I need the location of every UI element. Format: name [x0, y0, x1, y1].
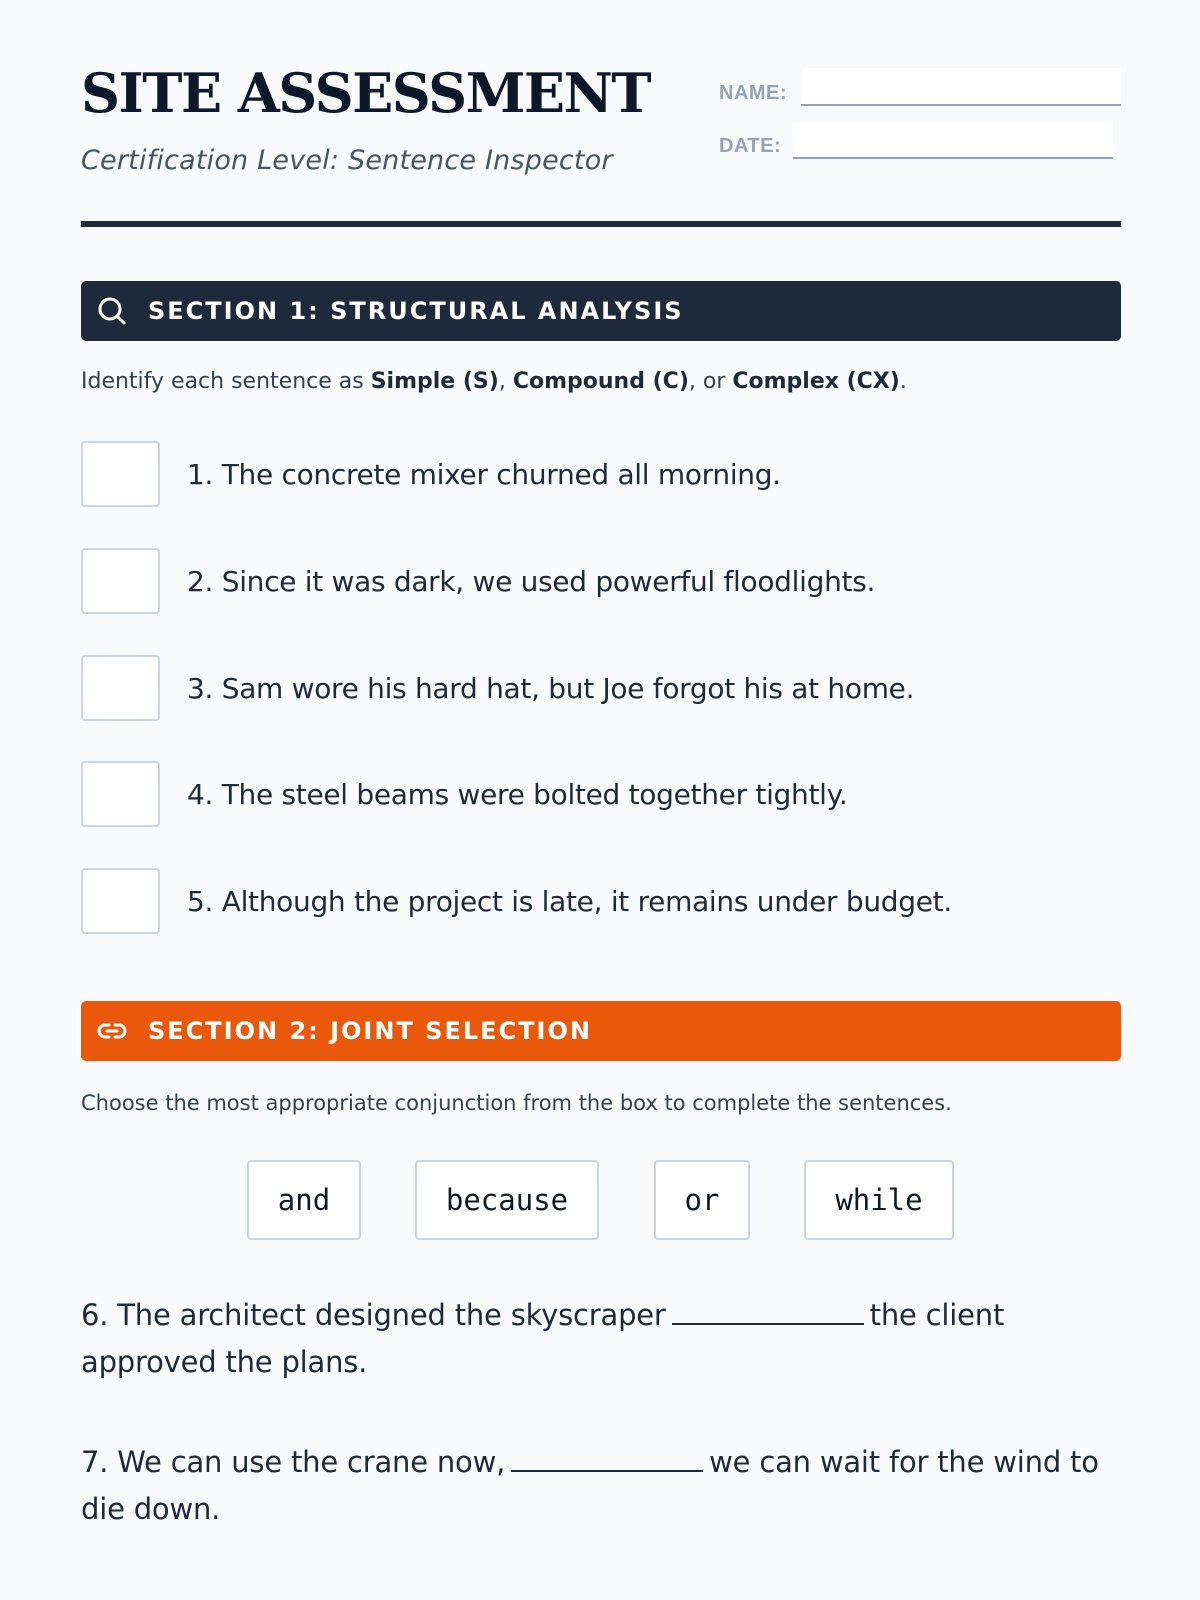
section-2-title: SECTION 2: JOINT SELECTION: [148, 1017, 592, 1045]
link-icon: [96, 1015, 128, 1047]
fill-in-sentence: [81, 1292, 1121, 1386]
list-item: [81, 441, 1121, 507]
sentence-before: 7. We can use the crane now,: [81, 1445, 506, 1479]
instruction-separator: , or: [688, 369, 733, 394]
instruction-separator: ,: [498, 369, 513, 394]
sentence-text: 4. The steel beams were bolted together tightly.: [187, 778, 848, 811]
sentence-text: 1. The concrete mixer churned all morning.: [187, 458, 781, 491]
list-item: [81, 548, 1121, 614]
name-row: [719, 68, 1121, 121]
sentence-after: we can wait for the wind to die down.: [81, 1445, 1099, 1526]
list-item: [81, 868, 1121, 934]
sentence-text: 3. Sam wore his hard hat, but Joe forgot his at home.: [187, 672, 915, 705]
word-chip[interactable]: and: [247, 1160, 361, 1240]
fill-in-sentence: [81, 1439, 1121, 1533]
answer-blank[interactable]: [672, 1322, 864, 1325]
instruction-text: .: [899, 369, 907, 394]
section-1-title: SECTION 1: STRUCTURAL ANALYSIS: [148, 297, 684, 325]
header-divider: [81, 221, 1121, 227]
date-label: DATE:: [719, 135, 782, 157]
section-2-banner: [81, 1001, 1121, 1061]
list-item: [81, 761, 1121, 827]
section-2-instruction: Choose the most appropriate conjunction from the box to complete the sentences.: [81, 1091, 952, 1115]
answer-box[interactable]: [81, 441, 160, 507]
word-chip[interactable]: because: [415, 1160, 599, 1240]
date-row: [719, 121, 1121, 174]
name-field[interactable]: [801, 68, 1121, 106]
answer-box[interactable]: [81, 548, 160, 614]
word-chip[interactable]: or: [654, 1160, 750, 1240]
answer-blank[interactable]: [511, 1469, 703, 1472]
word-bank: [81, 1160, 1121, 1240]
word-chip[interactable]: while: [804, 1160, 954, 1240]
list-item: [81, 655, 1121, 721]
section-1-instruction: [81, 369, 907, 394]
term-compound: Compound (C): [512, 369, 689, 394]
instruction-text: Identify each sentence as: [81, 369, 371, 394]
section-1-banner: [81, 281, 1121, 341]
page-title: SITE ASSESSMENT: [81, 61, 651, 125]
search-icon: [96, 295, 128, 327]
worksheet-header: [81, 60, 1121, 180]
sentence-text: 2. Since it was dark, we used powerful floodlights.: [187, 565, 876, 598]
answer-box[interactable]: [81, 655, 160, 721]
student-info: [719, 68, 1121, 174]
sentence-before: 6. The architect designed the skyscraper: [81, 1298, 666, 1332]
date-field[interactable]: [793, 121, 1113, 159]
sentence-text: 5. Although the project is late, it remains under budget.: [187, 885, 952, 918]
sentence-after: the client approved the plans.: [81, 1298, 1005, 1379]
page-subtitle: Certification Level: Sentence Inspector: [81, 145, 613, 176]
answer-box[interactable]: [81, 868, 160, 934]
name-label: NAME:: [719, 82, 788, 104]
term-simple: Simple (S): [370, 369, 499, 394]
answer-box[interactable]: [81, 761, 160, 827]
term-complex: Complex (CX): [732, 369, 900, 394]
